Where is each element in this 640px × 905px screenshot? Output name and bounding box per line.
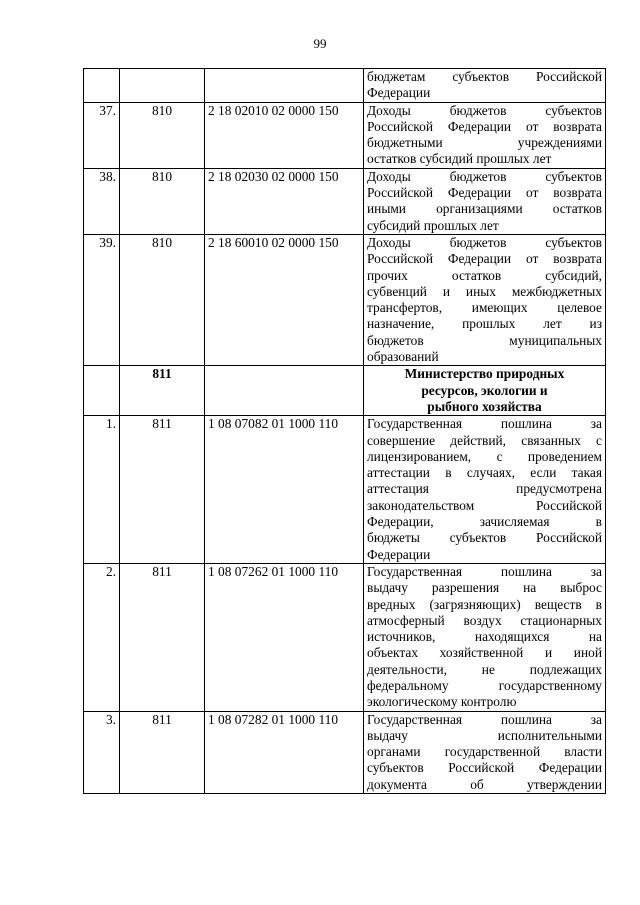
description-line: субъектов Российской Федерации xyxy=(367,760,602,776)
revenue-description-cell xyxy=(364,234,606,365)
budget-classification-code-cell: 2 18 60010 02 0000 150 xyxy=(205,234,364,365)
description-line: Российской Федерации от возврата xyxy=(367,251,602,267)
row-number-cell xyxy=(84,69,120,103)
row-number-cell: 37. xyxy=(84,102,120,168)
table-row xyxy=(84,234,606,365)
description-line: назначение, прошлых лет из xyxy=(367,316,602,332)
revenue-description-cell xyxy=(364,102,606,168)
administrator-code-cell: 810 xyxy=(120,168,205,234)
budget-classification-code-cell: 1 08 07262 01 1000 110 xyxy=(205,563,364,711)
revenue-description-cell xyxy=(364,168,606,234)
revenue-description-cell xyxy=(364,563,606,711)
description-line: Федерации xyxy=(367,85,431,101)
description-line: федеральному государственному xyxy=(367,677,602,693)
description-line: Доходы бюджетов субъектов xyxy=(367,234,602,250)
table-row xyxy=(84,69,606,103)
description-line: бюджетам субъектов Российской xyxy=(367,69,602,84)
row-number-cell: 2. xyxy=(84,563,120,711)
budget-classification-code-cell: 2 18 02030 02 0000 150 xyxy=(205,168,364,234)
description-line: бюджетов муниципальных xyxy=(367,332,602,348)
administrator-code-cell: 811 xyxy=(120,366,205,416)
page-number: 99 xyxy=(313,36,327,51)
table-section-heading-row xyxy=(84,366,606,416)
description-line: Российской Федерации от возврата xyxy=(367,185,602,201)
description-line: Доходы бюджетов субъектов xyxy=(367,168,602,184)
description-line: Государственная пошлина за xyxy=(367,563,602,579)
table-row xyxy=(84,563,606,711)
budget-classification-code-cell xyxy=(205,366,364,416)
description-line: Российской Федерации от возврата xyxy=(367,118,602,134)
description-line: Государственная пошлина за xyxy=(367,416,602,432)
revenue-description-cell xyxy=(364,416,606,564)
row-number-cell: 3. xyxy=(84,711,120,793)
administrator-code-cell: 811 xyxy=(120,416,205,564)
table-row xyxy=(84,416,606,564)
description-line: документа об утверждении xyxy=(367,776,602,792)
description-line: вредных (загрязняющих) веществ в xyxy=(367,596,602,612)
budget-classification-code-cell: 1 08 07282 01 1000 110 xyxy=(205,711,364,793)
description-line: объектах хозяйственной и иной xyxy=(367,645,602,661)
budget-classification-code-cell: 2 18 02010 02 0000 150 xyxy=(205,102,364,168)
description-line: Федерации xyxy=(367,546,431,562)
description-line: аттестация предусмотрена xyxy=(367,481,602,497)
description-line: Государственная пошлина за xyxy=(367,711,602,727)
administrator-code-cell xyxy=(120,69,205,103)
description-line: субсидий прошлых лет xyxy=(367,217,499,233)
description-line: выдачу исполнительными xyxy=(367,727,602,743)
description-line: ресурсов, экологии и xyxy=(421,382,548,398)
administrator-code-cell: 810 xyxy=(120,234,205,365)
description-line: бюджеты субъектов Российской xyxy=(367,530,602,546)
revenue-classification-table xyxy=(83,68,606,794)
administrator-code-cell: 810 xyxy=(120,102,205,168)
description-line: Федерации, зачисляемая в xyxy=(367,514,602,530)
ministry-name-cell xyxy=(364,366,606,416)
budget-classification-code-cell xyxy=(205,69,364,103)
budget-classification-code-cell: 1 08 07082 01 1000 110 xyxy=(205,416,364,564)
description-line: остатков субсидий прошлых лет xyxy=(367,151,552,167)
description-line: трансфертов, имеющих целевое xyxy=(367,300,602,316)
description-line: аттестации в случаях, если такая xyxy=(367,465,602,481)
description-line: выдачу разрешения на выброс xyxy=(367,580,602,596)
description-line: Доходы бюджетов субъектов xyxy=(367,102,602,118)
description-line: Министерство природных xyxy=(404,366,565,382)
table-row xyxy=(84,711,606,793)
description-line: рыбного хозяйства xyxy=(427,398,542,414)
row-number-cell: 38. xyxy=(84,168,120,234)
description-line: бюджетными учреждениями xyxy=(367,135,602,151)
table-row xyxy=(84,102,606,168)
table-body xyxy=(84,69,606,794)
description-line: прочих остатков субсидий, xyxy=(367,267,602,283)
revenue-description-cell xyxy=(364,69,606,103)
administrator-code-cell: 811 xyxy=(120,563,205,711)
revenue-description-cell xyxy=(364,711,606,793)
description-line: органами государственной власти xyxy=(367,744,602,760)
description-line: атмосферный воздух стационарных xyxy=(367,612,602,628)
description-line: образований xyxy=(367,349,439,365)
row-number-cell: 1. xyxy=(84,416,120,564)
row-number-cell: 39. xyxy=(84,234,120,365)
row-number-cell xyxy=(84,366,120,416)
description-line: лицензированием, с проведением xyxy=(367,448,602,464)
description-line: деятельности, не подлежащих xyxy=(367,661,602,677)
description-line: совершение действий, связанных с xyxy=(367,432,602,448)
table-row xyxy=(84,168,606,234)
administrator-code-cell: 811 xyxy=(120,711,205,793)
description-line: источников, находящихся на xyxy=(367,629,602,645)
description-line: экологическому контролю xyxy=(367,694,517,710)
description-line: субвенций и иных межбюджетных xyxy=(367,283,602,299)
description-line: иными организациями остатков xyxy=(367,201,602,217)
description-line: законодательством Российской xyxy=(367,497,602,513)
